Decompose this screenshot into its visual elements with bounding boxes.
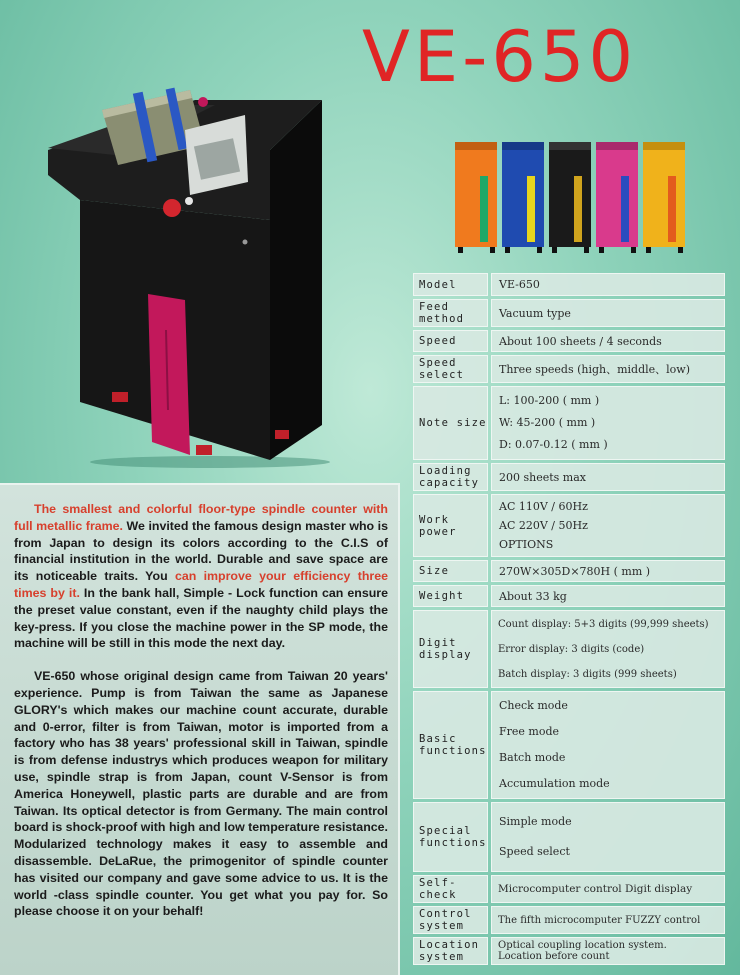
spec-row-basic [413, 691, 725, 799]
variant-orange [455, 142, 497, 247]
spec-value: Vacuum type [491, 299, 725, 327]
spindle-counter-image [40, 70, 330, 470]
variant-blue [502, 142, 544, 247]
color-variants-image [450, 132, 690, 257]
description-paragraph-2: VE-650 whose original design came from Taiwan 20 years' experience. Pump is from Taiwan the same as Japanese GLORY's which makes our machine count accurate, durable and 0-error, filter is from Taiwan, motor is imported from a factory who has 38 years' professional skill in Taiwan, spindle is from defense industrys which produces weapon for military use, spindle strap is from Japan, count V-Sensor is from America Honeywell, plastic parts are durable and are from Taiwan. Its optical detector is from Germany. The main control board is shock-proof with high and low temperature resistance. Modularized technology makes it easy to assemble and disassemble. DeLaRue, the primogenitor of spindle counter has visited our company and gave some advice to us. It is the world -class spindle counter. You get what you pay for. So please choose it on your behalf! [14, 669, 388, 919]
spec-row-selfcheck [413, 875, 725, 903]
spec-label: Note size [413, 386, 488, 460]
spec-row-special [413, 802, 725, 872]
spec-table [410, 270, 728, 968]
spec-row-speed [413, 330, 725, 352]
spec-value: VE-650 [491, 273, 725, 296]
spec-label: Self-check [413, 875, 488, 903]
spec-value: Check mode Free mode Batch mode Accumulation mode [491, 691, 725, 799]
spec-label: Model [413, 273, 488, 296]
spec-label: Speed select [413, 355, 488, 383]
spec-value: 270W×305D×780H ( mm ) [491, 560, 725, 582]
spec-value: L: 100-200 ( mm ) W: 45-200 ( mm ) D: 0.07-0.12 ( mm ) [491, 386, 725, 460]
spec-label: Digit display [413, 610, 488, 688]
spec-label: Loading capacity [413, 463, 488, 491]
spec-value: 200 sheets max [491, 463, 725, 491]
efficiency-highlight: can improve your efficiency three times by it. [14, 569, 388, 600]
spec-label: Speed [413, 330, 488, 352]
spec-value: Microcomputer control Digit display [491, 875, 725, 903]
spec-label: Work power [413, 494, 488, 557]
headline-highlight: The smallest and colorful floor-type spindle counter with full metallic frame. [14, 502, 388, 533]
spec-row-speed-select [413, 355, 725, 383]
spec-value: Simple mode Speed select [491, 802, 725, 872]
spec-row-loading [413, 463, 725, 491]
spec-label: Control system [413, 906, 488, 934]
spec-row-size [413, 560, 725, 582]
spec-label: Location system [413, 937, 488, 965]
description-paragraph-1: The smallest and colorful floor-type spindle counter with full metallic frame. We invited the famous design master who is from Japan to design its colors according to the C.I.S of financial institution in the world. Durable and save space are its noticeable traits. You can improve your efficiency three times by it. In the bank hall, Simple - Lock function can ensure the preset value constant, even if the naughty child plays the key-press. If you close the machine power in the SP mode, the machine will be still in this mode the next day. [14, 502, 388, 651]
spec-value: Optical coupling location system. Location before count [491, 937, 725, 965]
spec-row-digit [413, 610, 725, 688]
spec-row-weight [413, 585, 725, 607]
spec-value: Count display: 5+3 digits (99,999 sheets) Error display: 3 digits (code) Batch display: 3 digits (999 sheets) [491, 610, 725, 688]
product-title: VE-650 [362, 16, 637, 98]
spec-value: AC 110V / 60Hz AC 220V / 50Hz OPTIONS [491, 494, 725, 557]
spec-value: About 100 sheets / 4 seconds [491, 330, 725, 352]
spec-value: About 33 kg [491, 585, 725, 607]
spec-row-model [413, 273, 725, 296]
spec-row-control [413, 906, 725, 934]
spec-row-location [413, 937, 725, 965]
spec-label: Special functions [413, 802, 488, 872]
spec-label: Basic functions [413, 691, 488, 799]
spec-value: The fifth microcomputer FUZZY control [491, 906, 725, 934]
spec-label: Weight [413, 585, 488, 607]
spec-label: Size [413, 560, 488, 582]
variant-pink [596, 142, 638, 247]
description-box [0, 483, 400, 975]
spec-row-feed [413, 299, 725, 327]
spec-row-power [413, 494, 725, 557]
spec-row-note-size [413, 386, 725, 460]
variant-black [549, 142, 591, 247]
variant-yellow [643, 142, 685, 247]
spec-value: Three speeds (high、middle、low) [491, 355, 725, 383]
spec-label: Feed method [413, 299, 488, 327]
